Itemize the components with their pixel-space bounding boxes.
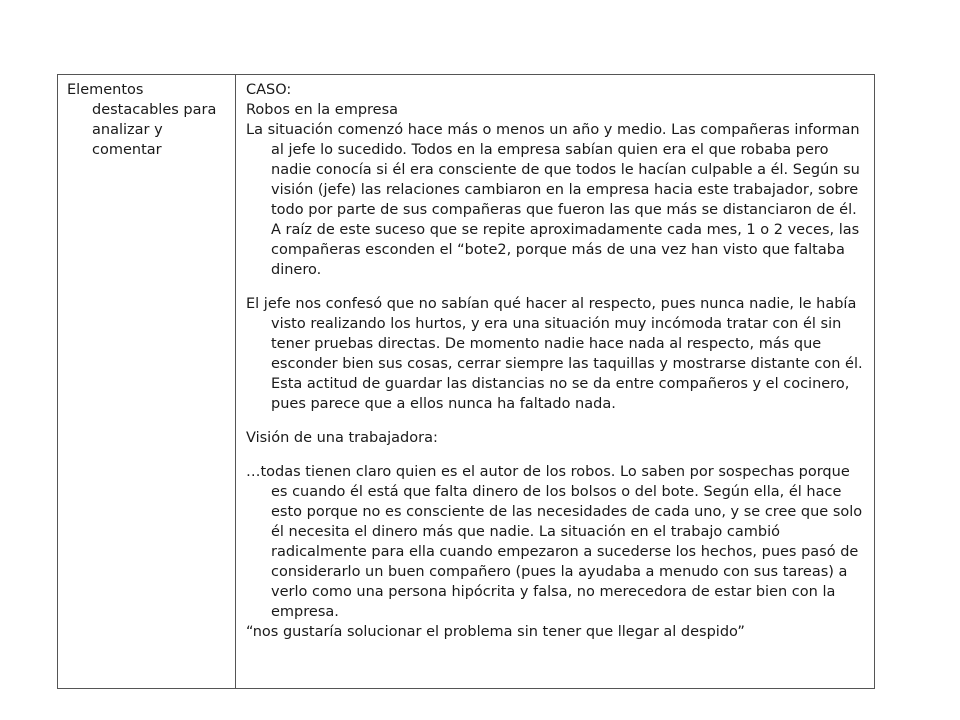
left-heading: Elementos destacables para analizar y comentar [67,82,217,158]
left-cell [58,75,236,688]
case-title: Robos en la empresa [246,102,399,118]
subheading: Visión de una trabajadora: [246,430,438,446]
right-cell [236,75,874,688]
paragraph-1: La situación comenzó hace más o menos un año y medio. Las compañeras informan al jefe lo sucedido. Todos en la empresa sabían quien era el que robaba pero nadie conocía si él era consciente de que todos le hacían culpable a él. Según su visión (jefe) las relaciones cambiaron en la empresa hacia este trabajador, sobre todo por parte de sus compañeras que fueron las que más se distanciaron de él. A raíz de este suceso que se repite aproximadamente cada mes, 1 o 2 veces, las compañeras esconden el “bote2, porque más de una vez han visto que faltaba dinero. [246,122,860,278]
paragraph-2: El jefe nos confesó que no sabían qué hacer al respecto, pues nunca nadie, le había visto realizando los hurtos, y era una situación muy incómoda tratar con él sin tener pruebas directas. De momento nadie hace nada al respecto, más que esconder bien sus cosas, cerrar siempre las taquillas y mostrarse distante con él. Esta actitud de guardar las distancias no se da entre compañeros y el cocinero, pues parece que a ellos nunca ha faltado nada. [246,296,863,412]
closing-quote: “nos gustaría solucionar el problema sin tener que llegar al despido” [246,624,745,640]
paragraph-3: …todas tienen claro quien es el autor de los robos. Lo saben por sospechas porque es cuando él está que falta dinero de los bolsos o del bote. Según ella, él hace esto porque no es consciente de las necesidades de cada uno, y se cree que solo él necesita el dinero más que nadie. La situación en el trabajo cambió radicalmente para ella cuando empezaron a sucederse los hechos, pues pasó de considerarlo un buen compañero (pues la ayudaba a menudo con sus tareas) a verlo como una persona hipócrita y falsa, no merecedora de estar bien con la empresa. [246,464,863,620]
case-label: CASO: [246,82,292,98]
case-table [57,74,875,689]
